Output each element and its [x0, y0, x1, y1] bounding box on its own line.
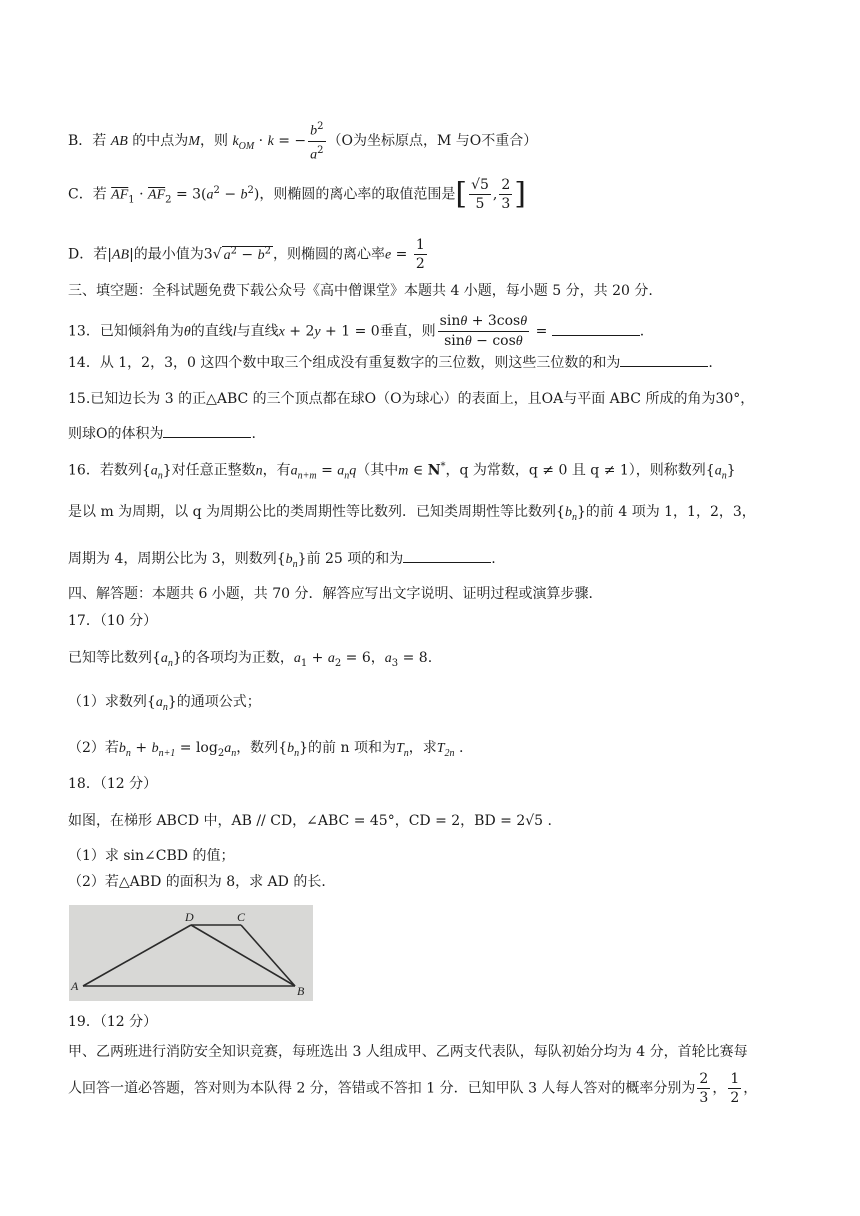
section-4-heading: 四、解答题：本题共 6 小题，共 70 分．解答应写出文字说明、证明过程或演算步骤．: [68, 586, 603, 602]
question-17-part-2: （2）若$b_n + b_{n+1} = \log_2a_n$，数列$\{b_n\}$的前 n 项和为$T_n$，求$T_{2n}$ .: [68, 740, 464, 759]
label-c: C: [237, 910, 246, 924]
segment-ad: [83, 925, 191, 986]
question-16-line-2: 是以 m 为周期，以 q 为周期公比的类周期性等比数列．已知类周期性等比数列$\{b_n\}$的前 4 项为 1，1，2，3，: [68, 504, 756, 523]
question-16-line-3: 周期为 4，周期公比为 3，则数列$\{b_n\}$前 25 项的和为 .: [68, 548, 820, 575]
question-17-part-1: （1）求数列$\{a_n\}$的通项公式；: [68, 694, 261, 713]
question-18-part-1: （1）求 sin∠CBD 的值；: [68, 848, 235, 864]
question-19-line-2: 人回答一道必答题，答对则为本队得 2 分，答错或不答扣 1 分．已知甲队 3 人每人答对的概率分别为 $\frac{2}{3}$ ， $\frac{1}{2}$ ，: [68, 1071, 758, 1106]
question-17-head: 17．（10 分）: [68, 613, 158, 629]
answer-blank: [552, 321, 640, 336]
option-c: C．若 $\overline{AF}_1 \cdot \overline{AF}_2 = 3(a^2 - b^2)$，则椭圆的离心率的取值范围是[ $\frac{√5}{5}$ , $\frac{2}{3}$ ]: [68, 176, 526, 212]
label-b: B: [297, 984, 305, 998]
segment-cb: [241, 925, 295, 986]
trapezoid-figure: [69, 905, 313, 1001]
question-15-line-2: 则球O的体积为 .: [68, 423, 820, 444]
question-19-head: 19．（12 分）: [68, 1014, 158, 1030]
option-b: B．若 AB 的中点为M，则 $k_{OM} \cdot k$ = − $\frac{b^2}{a^2}$ （O为坐标原点，M 与O不重合）: [68, 118, 820, 164]
question-18-part-2: （2）若△ABD 的面积为 8，求 AD 的长．: [68, 874, 336, 890]
answer-blank: [403, 548, 491, 563]
question-17-stem: 已知等比数列$\{a_n\}$的各项均为正数，$a_1 + a_2 = 6$，$a_3 = 8$.: [68, 650, 433, 669]
question-16-line-1: 16．若数列$\{a_n\}$对任意正整数n，有$a_{n+m} = a_nq$（其中m ∈ N*，q 为常数，q ≠ 0 且 q ≠ 1），则称数列$\{a_n\}$: [68, 461, 736, 482]
question-19-line-1: 甲、乙两班进行消防安全知识竞赛，每班选出 3 人组成甲、乙两支代表队，每队初始分均为 4 分，首轮比赛每: [68, 1044, 748, 1060]
label-d: D: [185, 910, 194, 924]
trapezoid-diagram: [69, 905, 313, 1001]
question-15-line-1: 15.已知边长为 3 的正△ABC 的三个顶点都在球O（O为球心）的表面上，且OA与平面 ABC 所成的角为30°，: [68, 391, 755, 407]
segment-db: [191, 925, 295, 986]
question-18-stem: 如图，在梯形 ABCD 中，AB // CD，∠ABC = 45°，CD = 2，BD = 2√5 .: [68, 813, 552, 829]
question-18-head: 18．（12 分）: [68, 776, 158, 792]
option-d: D．若|AB|的最小值为3√ $a^2 - b^2$ ，则椭圆的离心率e = $\frac{1}{2}$: [68, 237, 425, 272]
question-14: 14．从 1，2，3，0 这四个数中取三个组成没有重复数字的三位数，则这些三位数的和为 .: [68, 352, 820, 373]
label-a: A: [71, 979, 79, 993]
answer-blank: [620, 352, 708, 367]
answer-blank: [163, 423, 251, 438]
question-13: 13．已知倾斜角为θ的直线l与直线x + 2y + 1 = 0垂直，则 $\frac{\sin\theta + 3\cos\theta}{\sin\theta - \cos\theta}$ = .: [68, 313, 645, 349]
section-3-heading: 三、填空题：全科试题免费下载公众号《高中僧课堂》本题共 4 小题，每小题 5 分，共 20 分.: [68, 283, 653, 299]
